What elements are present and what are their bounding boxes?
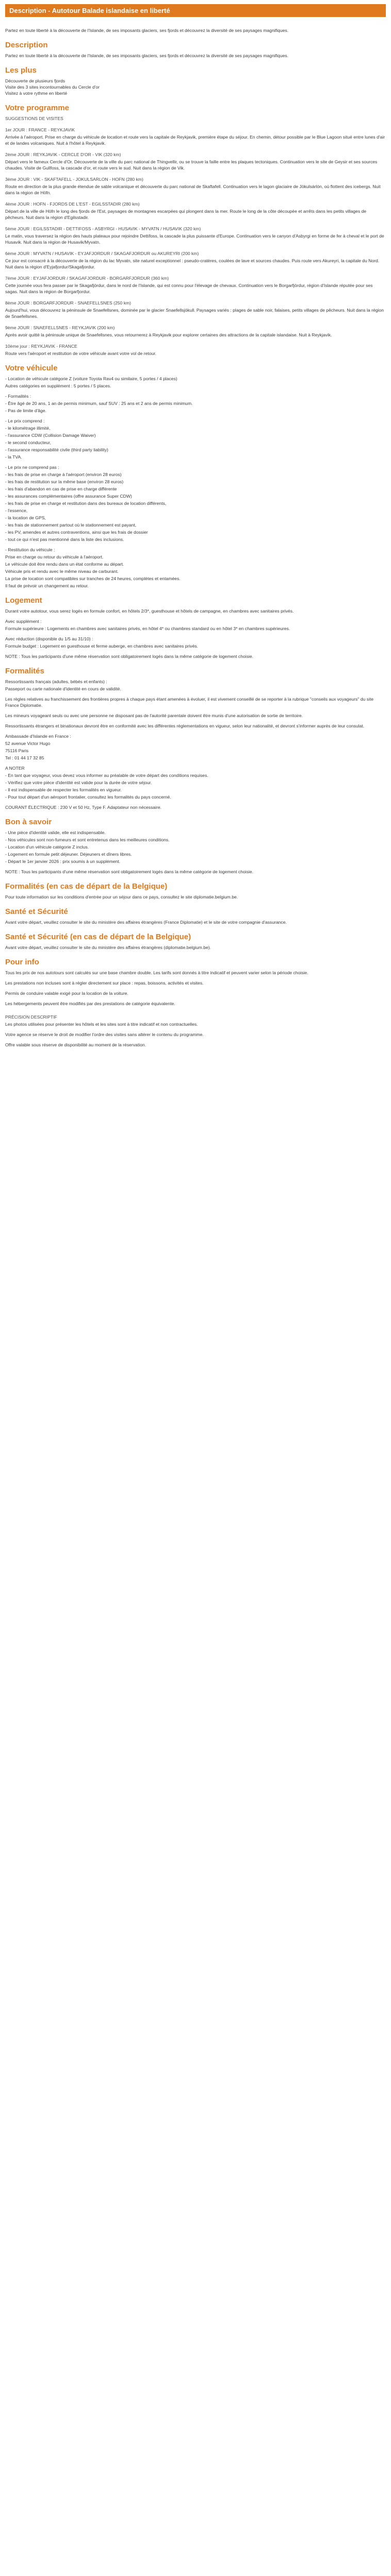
vehicule-line: - les frais de stationnement partout où le stationnement est payant, <box>5 522 137 528</box>
day-4-text: Départ de la ville de Höfn le long des fjords de l'Est, paysages de montagnes escarpées qui plongent dans la mer. Route le long de la côte découpée et arrêts dans les petits villages de pêcheurs. Nuit dans la région d'Egilsstadir. <box>5 209 367 220</box>
bon-a-savoir-line: - Location d'un véhicule catégorie Z inclus. <box>5 844 89 850</box>
day-1-title: 1er JOUR : FRANCE - REYKJAVIK <box>5 127 75 132</box>
sante-belgique-line: Avant votre départ, veuillez consulter le site du ministère des affaires étrangères (diplomatie.belgium.be). <box>5 945 211 950</box>
page <box>0 4 391 2576</box>
sante-belgique-section <box>5 933 386 951</box>
pour-info-line: Permis de conduire valable exigé pour la location de la voiture. <box>5 991 128 996</box>
precision-line: Offre valable sous réserve de disponibilité au moment de la réservation. <box>5 1042 146 1047</box>
pour-info-line: Tous les prix de nos autotours sont calculés sur une base chambre double. Les tarifs sont donnés à titre indicatif et peuvent varier selon la période choisie. <box>5 970 308 975</box>
vehicule-line: - Formalités : <box>5 394 31 399</box>
day-10-title: 10ème jour : REYKJAVIK - FRANCE <box>5 344 77 349</box>
formalites-heading: Formalités <box>5 667 44 675</box>
bon-a-savoir-line: - Nos véhicules sont non-fumeurs et sont entretenus dans les meilleures conditions. <box>5 837 170 842</box>
formalites-line: Ressortissants français (adultes, bébés et enfants) : <box>5 679 107 684</box>
logement-line: Durant votre autotour, vous serez logés en formule confort, en hôtels 2/3*, guesthouse et hôtels de campagne, en chambres avec sanitaires privés. <box>5 608 294 614</box>
day-3 <box>5 176 386 196</box>
day-5-text: Le matin, vous traversez la région des hauts plateaux pour rejoindre Dettifoss, la cascade la plus puissante d'Europe. Continuation vers le canyon d'Asbyrgi en forme de fer à cheval et le port de Husavik. Nuit dans la région de Husavik/Myvatn. <box>5 233 384 245</box>
vehicule-line: - la TVA. <box>5 454 22 460</box>
day-5 <box>5 226 386 245</box>
sante-belgique-heading: Santé et Sécurité (en cas de départ de la Belgique) <box>5 933 191 941</box>
day-3-title: 3ème JOUR : VIK - SKAFTAFELL - JOKULSARLON - HOFN (280 km) <box>5 177 143 182</box>
sante-heading: Santé et Sécurité <box>5 907 68 916</box>
day-6-title: 6ème JOUR : MYVATN / HUSAVIK - EYJAFJORDUR / SKAGAFJORDUR ou AKUREYRI (200 km) <box>5 251 199 256</box>
precision-block <box>5 1014 386 1048</box>
day-2-text: Départ vers le fameux Cercle d'Or. Découverte de la ville du parc national de Thingvellir, ou se trouve la faille entre les plaques tectoniques. Continuation vers le site de Geysir et ses sources chaudes. Visite de Gullfoss, la cascade d'or, et route vers le sud. Nuit dans la région de Vik. <box>5 159 378 171</box>
formalites-line: Les mineurs voyageant seuls ou avec une personne ne disposant pas de l'autorité parentale doivent être munis d'une autorisation de sortie de territoire. <box>5 713 303 718</box>
vehicule-line: - les assurances complémentaires (offre assurance Super CDW) <box>5 494 132 499</box>
bon-a-savoir-lines <box>5 829 386 875</box>
vehicule-line: Le véhicule doit être rendu dans un état conforme au départ. <box>5 562 124 567</box>
vehicule-line: - les frais de restitution sur la même base (environ 28 euros) <box>5 479 124 484</box>
formalites-line: 52 avenue Victor Hugo <box>5 741 51 746</box>
pour-info-line: Les prestations non incluses sont à régler directement sur place : repas, boissons, activités et visites. <box>5 980 204 986</box>
precision-line: Votre agence se réserve le droit de modifier l'ordre des visites sans altérer le contenu du programme. <box>5 1032 204 1037</box>
programme-heading: Votre programme <box>5 104 69 112</box>
vehicule-line: - l'essence, <box>5 508 28 513</box>
pour-info-section <box>5 958 386 1007</box>
formalites-line: - Pour tout départ d'un aéroport frontalier, consultez les formalités du pays concerné. <box>5 794 171 800</box>
intro-text: Partez en toute liberté à la découverte de l'Islande, de ses imposants glaciers, ses fjords et découvrez la diversité de ses paysages magnifiques. <box>5 28 289 33</box>
day-2-title: 2ème JOUR : REYKJAVIK - CERCLE D'OR - VIK (320 km) <box>5 152 121 157</box>
day-6 <box>5 250 386 270</box>
vehicule-line: Prise en charge ou retour du véhicule à l'aéroport. <box>5 554 104 560</box>
formalites-line: - En tant que voyageur, vous devez vous informer au préalable de votre départ des conditions requises. <box>5 773 208 778</box>
vehicule-line: - l'assurance responsabilité civile (third party liability) <box>5 447 108 452</box>
day-7-text: Cette journée vous fera passer par le Skagafjördur, dans le nord de l'Islande, qui est connu pour l'élevage de chevaux. Continuation vers le Borgarfjördur, région d'Islande réputée pour ses sagas. Nuit dans la région de Borgarfjordur. <box>5 283 373 294</box>
formalites-line: Passeport ou carte nationale d'identité en cours de validité. <box>5 686 121 691</box>
vehicule-section <box>5 364 386 589</box>
vehicule-line: Il faut de prévoir un changement au retour. <box>5 583 89 588</box>
formalites-line: COURANT ÉLECTRIQUE : 230 V et 50 Hz, Type F. Adaptateur non nécessaire. <box>5 805 161 810</box>
description-section <box>5 41 386 59</box>
day-4 <box>5 201 386 221</box>
formalites-line: 75116 Paris <box>5 748 29 753</box>
logement-line: Avec réduction (disponible du 1/5 au 31/10) : <box>5 636 93 641</box>
formalites-line: A NOTER <box>5 766 25 771</box>
bon-a-savoir-section <box>5 818 386 875</box>
formalites-line: - Il est indispensable de respecter les formalités en vigueur. <box>5 787 122 792</box>
bon-a-savoir-line: - Logement en formule petit déjeuner. Déjeuners et dîners libres. <box>5 852 132 857</box>
day-1-text: Arrivée à l'aéroport. Prise en charge du véhicule de location et route vers la capitale de Reykjavik, première étape du séjour. En chemin, détour possible par le Blue Lagoon situé entre lunes d'air et de landes volcaniques. Nuit à l'hôtel à Reykjavik. <box>5 134 385 146</box>
logement-line: NOTE : Tous les participants d'une même réservation sont obligatoirement logés dans la même catégorie de logement choisie. <box>5 654 254 659</box>
vehicule-line: Véhicule pris et rendu avec le même niveau de carburant. <box>5 569 119 574</box>
day-9-text: Après avoir quitté la péninsule unique de Snaefellsnes, vous retournerez à Reykjavik pour explorer certaines des attractions de la capitale islandaise. Nuit à Reykjavik. <box>5 332 332 337</box>
plus-section <box>5 66 386 96</box>
day-5-title: 5ème JOUR : EGILSSTADIR - DETTIFOSS - ASBYRGI - HUSAVIK - MYVATN / HUSAVIK (320 km) <box>5 226 201 231</box>
logement-section <box>5 596 386 659</box>
day-3-text: Route en direction de la plus grande étendue de sable volcanique et découverte du parc national de Skaftafell. Continuation vers le lagon glaciaire de Jökulsárlón, où flottent des icebergs. Nuit dans la région de Höfn. <box>5 184 381 195</box>
logement-lines <box>5 608 386 659</box>
plus-item: Découverte de plusieurs fjords <box>5 78 66 83</box>
bon-a-savoir-line: - Départ le 1er janvier 2026 : prix soumis à un supplément. <box>5 859 121 864</box>
vehicule-line: La prise de location sont compatibles sur tranches de 24 heures, complètes et entamées. <box>5 576 181 581</box>
vehicule-line: - le kilométrage illimité, <box>5 426 51 431</box>
vehicule-line: - tout ce qui n'est pas mentionné dans la liste des inclusions. <box>5 537 124 542</box>
day-4-title: 4ème JOUR : HOFN - FJORDS DE L'EST - EGILSSTADIR (280 km) <box>5 201 140 207</box>
vehicule-line: - les frais d'abandon en cas de prise en charge différente <box>5 486 117 492</box>
vehicule-line: - le second conducteur, <box>5 440 51 445</box>
vehicule-line: - les frais de prise en charge à l'aéroport (environ 28 euros) <box>5 472 122 477</box>
day-9-title: 9ème JOUR : SNAEFELLSNES - REYKJAVIK (200 km) <box>5 325 115 330</box>
precision-line: Les photos utilisées pour présenter les hôtels et les sites sont à titre indicatif et non contractuelles. <box>5 1022 198 1027</box>
day-6-text: Ce jour est consacré à la découverte de la région du lac Myvatn, site naturel exceptionnel : pseudo-cratères, coulées de lave et sources chaudes. Puis route vers Akureyri, la capitale du Nord. Nuit dans la région d'Eyjafjordur/Skagafjordur. <box>5 258 380 269</box>
vehicule-line: - l'assurance CDW (Collision Damage Waiver) <box>5 433 96 438</box>
vehicule-line: - Le prix comprend : <box>5 418 45 423</box>
logement-heading: Logement <box>5 596 42 605</box>
vehicule-line: - Être âgé de 20 ans, 1 an de permis minimum, sauf SUV : 25 ans et 2 ans de permis minimum. <box>5 401 193 406</box>
sante-line: Avant votre départ, veuillez consulter le site du ministère des affaires étrangères (France Diplomatie) et le site de votre compagnie d'assurance. <box>5 920 287 925</box>
formalites-line: Les règles relatives au franchissement des frontières propres à chaque pays étant amenées à évoluer, il est vivement conseillé de se reporter à la rubrique "conseils aux voyageurs" du site France Diplomatie. <box>5 697 374 708</box>
day-8-text: Aujourd'hui, vous découvrez la péninsule de Snaefellsnes, dominée par le glacier Snaefellsjökull. Paysages variés : plages de sable noir, falaises, petits villages de pêcheurs. Nuit dans la région de Snaefellsnes. <box>5 308 384 319</box>
day-10-text: Route vers l'aéroport et restitution de votre véhicule avant votre vol de retour. <box>5 351 157 356</box>
vehicule-line: - Pas de limite d'âge. <box>5 408 46 413</box>
description-text: Partez en toute liberté à la découverte de l'Islande, de ses imposants glaciers, ses fjords et découvrez la diversité de ses paysages magnifiques. <box>5 53 289 58</box>
vehicule-lines <box>5 376 386 589</box>
programme-subheading: SUGGESTIONS DE VISITES <box>5 116 63 121</box>
day-8 <box>5 300 386 319</box>
precision-section <box>5 1014 386 1048</box>
formalites-belgique-line: Pour toute information sur les conditions d'entrée pour un séjour dans ce pays, consultez le site diplomatie.belgium.be. <box>5 894 238 900</box>
formalites-lines <box>5 679 386 810</box>
logement-line: Formule supérieure : Logements en chambres avec sanitaires privés, en hôtel 4* ou chambres standard ou en hôtel 3* en chambres supérieures. <box>5 626 290 631</box>
bon-a-savoir-line: NOTE : Tous les participants d'une même réservation sont obligatoirement logés dans la même catégorie de logement choisie. <box>5 869 254 874</box>
formalites-section <box>5 667 386 810</box>
vehicule-line: Autres catégories en supplément : 5 portes / 5 places. <box>5 383 111 388</box>
pour-info-heading: Pour info <box>5 958 39 967</box>
formalites-line: Ambassade d'Islande en France : <box>5 734 71 739</box>
pour-info-line: Les hébergements peuvent être modifiés par des prestations de catégorie équivalente. <box>5 1001 175 1006</box>
pour-info-lines <box>5 970 386 1007</box>
formalites-line: Tel : 01 44 17 32 85 <box>5 755 44 760</box>
vehicule-line: - les PV, amendes et autres contraventions, ainsi que les frais de dossier <box>5 530 148 535</box>
day-7-title: 7ème JOUR : EYJAFJORDUR / SKAGAFJORDUR - BORGARFJORDUR (360 km) <box>5 276 169 281</box>
description-heading: Description <box>5 41 48 49</box>
sante-section <box>5 907 386 925</box>
plus-heading: Les plus <box>5 66 37 75</box>
vehicule-line: - Restitution du véhicule : <box>5 547 55 552</box>
day-7 <box>5 275 386 295</box>
bon-a-savoir-heading: Bon à savoir <box>5 818 52 826</box>
vehicule-line: - les frais de prise en charge et restitution dans des bureaux de location différents, <box>5 501 167 506</box>
page-title: Description - Autotour Balade islandaise en liberté <box>5 4 386 17</box>
day-2 <box>5 151 386 171</box>
vehicule-heading: Votre véhicule <box>5 364 58 372</box>
vehicule-line: - la location de GPS, <box>5 515 46 520</box>
day-8-title: 8ème JOUR : BORGARFJORDUR - SNAEFELLSNES (250 km) <box>5 300 132 306</box>
day-9 <box>5 325 386 338</box>
programme-section <box>5 104 386 357</box>
intro-section <box>5 27 386 33</box>
plus-item: Visitez à votre rythme en liberté <box>5 91 68 96</box>
vehicule-line: - Le prix ne comprend pas : <box>5 465 59 470</box>
precision-heading: PRÉCISION DESCRIPTIF <box>5 1014 57 1020</box>
formalites-belgique-section <box>5 882 386 900</box>
logement-line: Formule budget : Logement en guesthouse et ferme auberge, en chambres avec sanitaires privés. <box>5 643 199 649</box>
plus-item: Visite des 3 sites incontournables du Cercle d'or <box>5 84 100 90</box>
formalites-line: Ressortissants étrangers et binationaux devront être en conformité avec les différentes réglementations en vigueur, selon leur nationalité, et devront s'informer auprès de leur consulat. <box>5 723 365 728</box>
plus-list <box>5 78 386 96</box>
vehicule-line: - Location de véhicule catégorie Z (voiture Toyota Rav4 ou similaire, 5 portes / 4 places) <box>5 376 177 381</box>
formalites-line: - Vérifiez que votre pièce d'identité est valide pour la durée de votre séjour. <box>5 780 152 785</box>
formalites-belgique-heading: Formalités (en cas de départ de la Belgique) <box>5 882 168 891</box>
day-1 <box>5 127 386 146</box>
bon-a-savoir-line: - Une pièce d'identité valide, elle est indispensable. <box>5 830 106 835</box>
day-10 <box>5 343 386 357</box>
logement-line: Avec supplément : <box>5 619 42 624</box>
